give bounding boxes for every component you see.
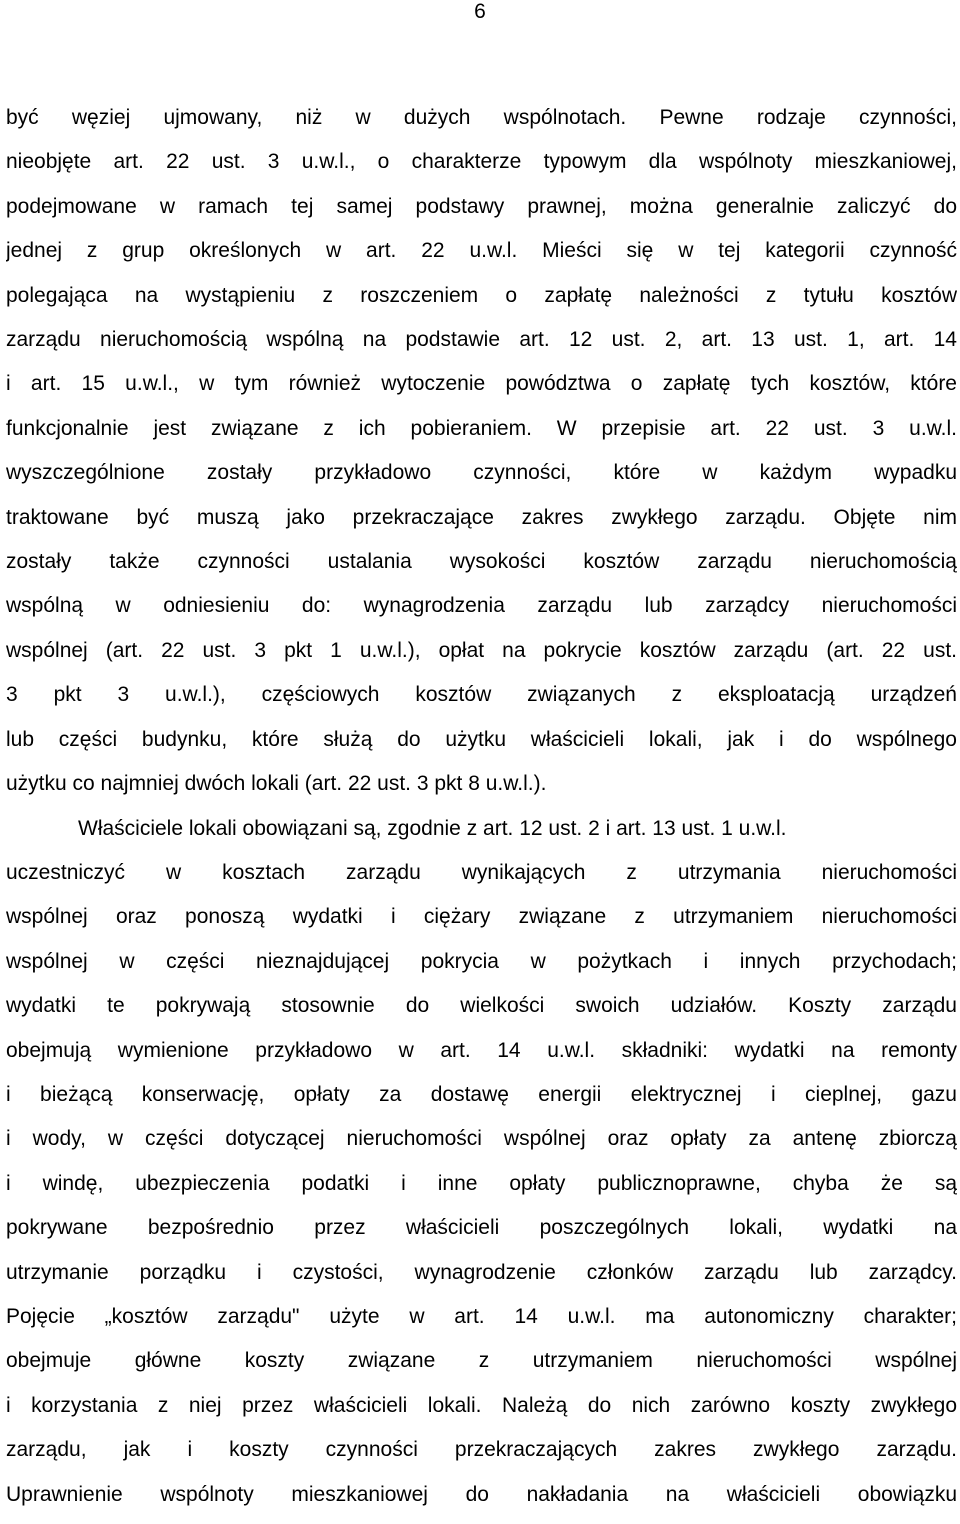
text-line: wspólnej (art. 22 ust. 3 pkt 1 u.w.l.), opłat na pokrycie kosztów zarządu (art. 22 ust. xyxy=(6,638,957,662)
text-line: zarządu, jak i koszty czynności przekraczających zakres zwykłego zarządu. xyxy=(6,1438,957,1462)
text-line: wyszczególnione zostały przykładowo czynności, które w każdym wypadku xyxy=(6,461,957,485)
text-line: pokrywane bezpośrednio przez właścicieli poszczególnych lokali, wydatki na xyxy=(6,1216,957,1240)
text-line: utrzymanie porządku i czystości, wynagrodzenie członków zarządu lub zarządcy. xyxy=(6,1260,957,1284)
text-line: lub części budynku, które służą do użytku właścicieli lokali, jak i do wspólnego xyxy=(6,727,957,751)
text-line: Właściciele lokali obowiązani są, zgodnie z art. 12 ust. 2 i art. 13 ust. 1 u.w.l. xyxy=(78,816,787,840)
text-line: i bieżącą konserwację, opłaty za dostawę energii elektrycznej i cieplnej, gazu xyxy=(6,1082,957,1106)
text-line: wspólnej oraz ponoszą wydatki i ciężary związane z utrzymaniem nieruchomości xyxy=(6,905,957,929)
text-line: 3 pkt 3 u.w.l.), częściowych kosztów związanych z eksploatacją urządzeń xyxy=(6,683,957,707)
text-line: wspólną w odniesieniu do: wynagrodzenia zarządu lub zarządcy nieruchomości xyxy=(6,594,957,618)
paragraph-1 xyxy=(6,96,957,807)
text-line: i art. 15 u.w.l., w tym również wytoczenie powództwa o zapłatę tych kosztów, które xyxy=(6,372,957,396)
text-line: polegająca na wystąpieniu z roszczeniem o zapłatę należności z tytułu kosztów xyxy=(6,283,957,307)
text-line: podejmowane w ramach tej samej podstawy prawnej, można generalnie zaliczyć do xyxy=(6,194,957,218)
text-line: zarządu nieruchomością wspólną na podstawie art. 12 ust. 2, art. 13 ust. 1, art. 14 xyxy=(6,328,957,352)
document-body xyxy=(6,96,957,1517)
page-number: 6 xyxy=(474,0,486,23)
text-line: obejmują wymienione przykładowo w art. 14 u.w.l. składniki: wydatki na remonty xyxy=(6,1038,957,1062)
text-line: funkcjonalnie jest związane z ich pobieraniem. W przepisie art. 22 ust. 3 u.w.l. xyxy=(6,416,957,440)
text-line: być węziej ujmowany, niż w dużych wspólnotach. Pewne rodzaje czynności, xyxy=(6,106,957,129)
text-line: i wody, w części dotyczącej nieruchomości wspólnej oraz opłaty za antenę zbiorczą xyxy=(6,1127,957,1151)
text-line: traktowane być muszą jako przekraczające zakres zwykłego zarządu. Objęte nim xyxy=(6,505,957,529)
text-line: Uprawnienie wspólnoty mieszkaniowej do nakładania na właścicieli obowiązku xyxy=(6,1482,957,1506)
text-line: wspólnej w części nieznajdującej pokrycia w pożytkach i innych przychodach; xyxy=(6,949,957,973)
text-line: zostały także czynności ustalania wysokości kosztów zarządu nieruchomością xyxy=(6,550,957,574)
text-line: i korzystania z niej przez właścicieli lokali. Należą do nich zarówno koszty zwykłego xyxy=(6,1393,957,1417)
text-line: obejmuje główne koszty związane z utrzymaniem nieruchomości wspólnej xyxy=(6,1349,957,1373)
text-line: Pojęcie „kosztów zarządu" użyte w art. 14 u.w.l. ma autonomiczny charakter; xyxy=(6,1304,957,1328)
text-line: jednej z grup określonych w art. 22 u.w.l. Mieści się w tej kategorii czynność xyxy=(6,239,957,263)
text-line: wydatki te pokrywają stosownie do wielkości swoich udziałów. Koszty zarządu xyxy=(6,994,957,1018)
text-line: i windę, ubezpieczenia podatki i inne opłaty publicznoprawne, chyba że są xyxy=(6,1171,957,1195)
text-line: nieobjęte art. 22 ust. 3 u.w.l., o charakterze typowym dla wspólnoty mieszkaniowej, xyxy=(6,150,957,174)
text-line: uczestniczyć w kosztach zarządu wynikających z utrzymania nieruchomości xyxy=(6,860,957,884)
text-line: użytku co najmniej dwóch lokali (art. 22 ust. 3 pkt 8 u.w.l.). xyxy=(6,772,547,796)
paragraph-2 xyxy=(6,807,957,1518)
